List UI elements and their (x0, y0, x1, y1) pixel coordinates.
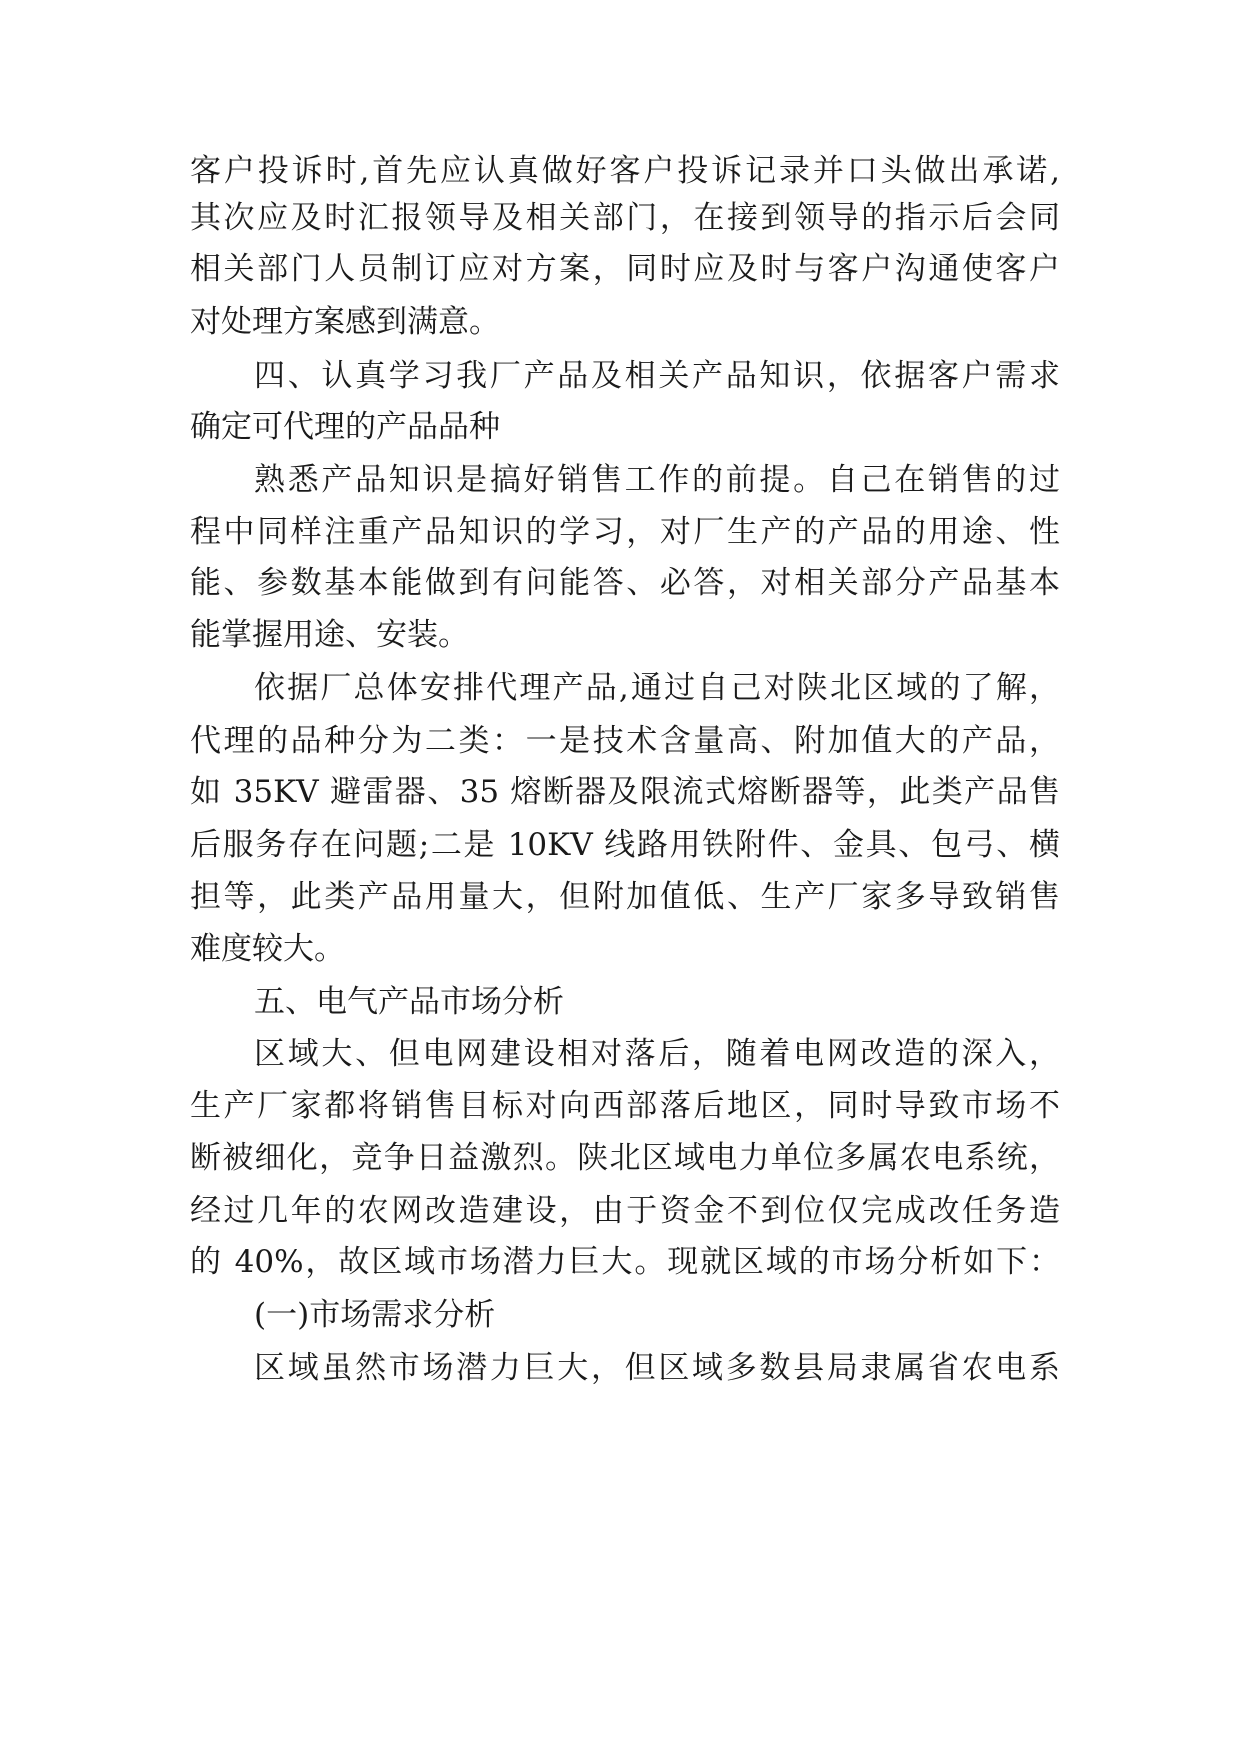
section-heading-line: 确定可代理的产品品种 (190, 409, 500, 445)
paragraph-line: 能掌握用途、安装。 (190, 617, 469, 653)
paragraph-line: 客户投诉时,首先应认真做好客户投诉记录并口头做出承诺, (190, 153, 1060, 189)
paragraph-line: 难度较大。 (190, 931, 345, 967)
paragraph-line: 依据厂总体安排代理产品,通过自己对陕北区域的了解， (254, 670, 1060, 706)
subsection-heading-line: (一)市场需求分析 (254, 1297, 496, 1333)
paragraph-line: 后服务存在问题;二是 10KV 线路用铁附件、金具、包弓、横 (190, 827, 1060, 863)
paragraph-line: 能、参数基本能做到有问能答、必答，对相关部分产品基本 (190, 565, 1060, 601)
paragraph-line: 区域大、但电网建设相对落后，随着电网改造的深入， (254, 1036, 1060, 1072)
paragraph-line: 其次应及时汇报领导及相关部门，在接到领导的指示后会同 (190, 200, 1060, 236)
paragraph-line: 区域虽然市场潜力巨大，但区域多数县局隶属省农电系 (254, 1350, 1060, 1386)
paragraph-line: 生产厂家都将销售目标对向西部落后地区，同时导致市场不 (190, 1088, 1060, 1124)
paragraph-line: 经过几年的农网改造建设，由于资金不到位仅完成改任务造 (190, 1193, 1060, 1229)
section-heading-line: 五、电气产品市场分析 (254, 984, 564, 1020)
paragraph-line: 断被细化，竞争日益激烈。陕北区域电力单位多属农电系统， (190, 1140, 1060, 1176)
paragraph-line: 程中同样注重产品知识的学习，对厂生产的产品的用途、性 (190, 514, 1060, 550)
paragraph-line: 担等，此类产品用量大，但附加值低、生产厂家多导致销售 (190, 879, 1060, 915)
paragraph-line: 的 40%，故区域市场潜力巨大。现就区域的市场分析如下： (190, 1244, 1060, 1280)
paragraph-line: 如 35KV 避雷器、35 熔断器及限流式熔断器等，此类产品售 (190, 774, 1060, 810)
paragraph-line: 代理的品种分为二类：一是技术含量高、附加值大的产品， (190, 723, 1060, 759)
section-heading-line: 四、认真学习我厂产品及相关产品知识，依据客户需求 (254, 358, 1060, 394)
paragraph-line: 熟悉产品知识是搞好销售工作的前提。自己在销售的过 (254, 462, 1060, 498)
paragraph-line: 对处理方案感到满意。 (190, 304, 500, 340)
paragraph-line: 相关部门人员制订应对方案，同时应及时与客户沟通使客户 (190, 251, 1060, 287)
